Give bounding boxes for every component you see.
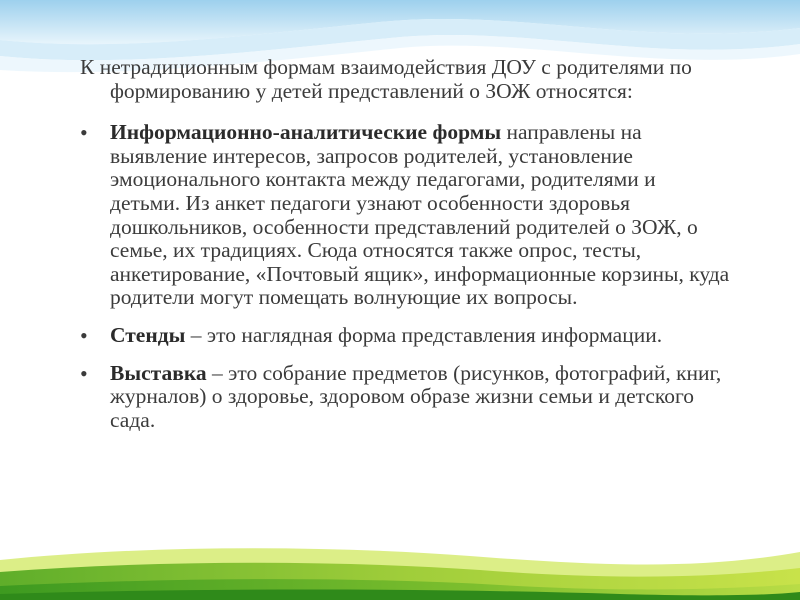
list-item — [80, 362, 730, 433]
list-item — [80, 324, 730, 348]
bullet-icon: • — [80, 360, 88, 386]
bullet-icon: • — [80, 120, 88, 146]
bullet-text: направлены на выявление интересов, запросов родителей, установление эмоционального контакта между педагогами, родителями и детьми. Из анкет педагоги узнают особенности здоровья дошкольников, особенности представлений родителей о ЗОЖ, о семье, их традициях. Сюда относятся также опрос, тесты, анкетирование, «Почтовый ящик», информационные корзины, куда родители могут помещать волнующие их вопросы. — [110, 120, 730, 310]
intro-paragraph: К нетрадиционным формам взаимодействия ДОУ с родителями по формированию у детей представлений о ЗОЖ относятся: — [80, 55, 692, 103]
text-body — [80, 56, 730, 446]
list-item — [80, 121, 730, 310]
grass-hills — [0, 548, 800, 600]
bullet-text: – это собрание предметов (рисунков, фотографий, книг, журналов) о здоровье, здоровом образе жизни семьи и детского сада. — [110, 360, 722, 432]
bullet-term: Выставка — [110, 360, 207, 385]
bullet-icon: • — [80, 322, 88, 348]
bullet-term: Стенды — [110, 322, 186, 347]
bullet-term: Информационно-аналитические формы — [110, 120, 502, 145]
bullet-text: – это наглядная форма представления информации. — [185, 322, 663, 347]
bullet-list — [80, 121, 730, 432]
